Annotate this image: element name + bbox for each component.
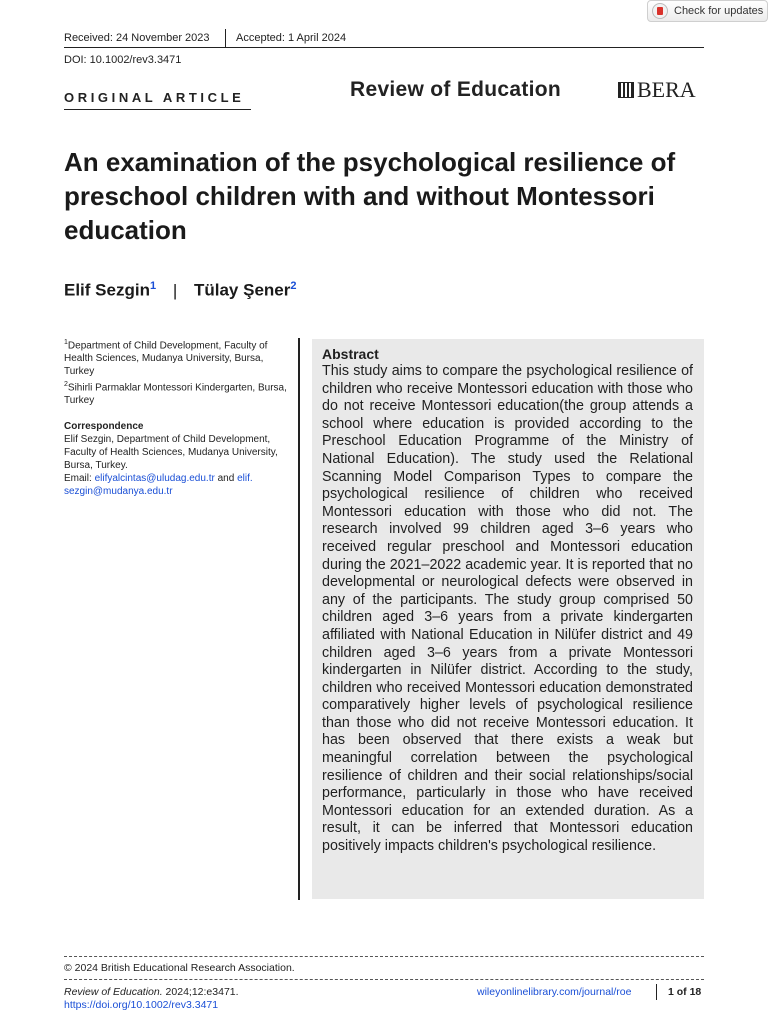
- copyright: © 2024 British Educational Research Association.: [64, 962, 295, 974]
- affiliation: $^2$Sihirli Parmaklar Montessori Kindergarten, Bursa, Turkey: [64, 381, 287, 407]
- publisher-logo: [618, 79, 696, 101]
- doi-link[interactable]: https://doi.org/10.1002/rev3.3471: [64, 999, 219, 1011]
- header-rule: [64, 47, 704, 48]
- correspondence: [64, 420, 292, 498]
- header-separator: [225, 29, 226, 47]
- page-number: 1 of 18: [668, 986, 702, 998]
- author-separator: |: [172, 280, 178, 300]
- column-divider: [298, 338, 300, 900]
- accepted-date: Accepted: 1 April 2024: [236, 32, 347, 44]
- author-name: Tülay Şener: [193, 280, 291, 300]
- article-title: An examination of the psychological resilience of preschool children with and without Montessori education: [64, 147, 676, 245]
- email-link[interactable]: elifyalcintas@uludag.edu.tr: [94, 473, 215, 484]
- article-type: ORIGINAL ARTICLE: [64, 90, 245, 105]
- correspondence-text: Elif Sezgin, Department of Child Development, Faculty of Health Sciences, Mudanya University, Bursa, Turkey.: [64, 434, 278, 471]
- abstract-box: [312, 339, 704, 899]
- author-affiliation-ref[interactable]: 2: [290, 280, 297, 292]
- affiliation: $^1$Department of Child Development, Faculty of Health Sciences, Mudanya University, Bursa, Turkey: [64, 339, 268, 378]
- journal-site-link[interactable]: wileyonlinelibrary.com/journal/roe: [477, 986, 632, 998]
- footer-divider: [64, 979, 704, 980]
- received-date: Received: 24 November 2023: [64, 32, 210, 44]
- bera-logo-mark: [618, 82, 634, 98]
- abstract-text: This study aims to compare the psychological resilience of children who receive Montessori education with those who do not receive Montessori education(the group attends a school where education is provided according to the Preschool Education Programme of the Ministry of National Education). The study used the Relational Scanning Model Comparison Types to compare the psychological resilience of children who received Montessori education with those who did not. The research involved 99 children aged 3–6 years who received regular preschool and Montessori education during the 2021–2022 academic year. It is reported that no developmental or neurological defects were observed in any of the participants. The study group comprised 50 children aged 3–6 years from a private kindergarten affiliated with National Education in Nilüfer district and 49 children aged 3–6 years from a private Montessori kindergarten in Nilüfer district. According to the study, children who received Montessori education demonstrated comparatively higher levels of psychological resilience than those who did not receive Montessori education. It has been observed that there exists a weak but meaningful correlation between the psychological resilience of children and their social relationships/social performance, particularly in those who have received Montessori education for an extended duration. As a result, it can be inferred that Montessori education positively impacts children's psychological resilience.: [322, 363, 693, 855]
- citation: [64, 986, 239, 1012]
- correspondence-email: Email: elifyalcintas@uludag.edu.tr and elif. sezgin@mudanya.edu.tr: [64, 473, 253, 497]
- correspondence-heading: Correspondence: [64, 421, 144, 432]
- author-list: [64, 280, 296, 301]
- check-for-updates-button[interactable]: [647, 0, 768, 22]
- citation-journal: Review of Education.: [64, 986, 163, 998]
- footer-separator: [656, 984, 657, 1000]
- citation-details: 2024;12:e3471.: [162, 986, 239, 998]
- article-type-underline: [64, 109, 251, 110]
- check-updates-icon: [652, 3, 668, 19]
- publisher-name: BERA: [637, 77, 696, 102]
- journal-name: Review of Education: [350, 78, 562, 101]
- doi: DOI: 10.1002/rev3.3471: [64, 54, 182, 66]
- footer-divider: [64, 956, 704, 957]
- author-affiliation-ref[interactable]: 1: [149, 280, 157, 292]
- check-for-updates-label: Check for updates: [674, 5, 764, 17]
- email-link[interactable]: elif. sezgin@mudanya.edu.tr: [64, 473, 253, 497]
- abstract-heading: Abstract: [322, 346, 379, 362]
- author-name: Elif Sezgin: [64, 280, 150, 300]
